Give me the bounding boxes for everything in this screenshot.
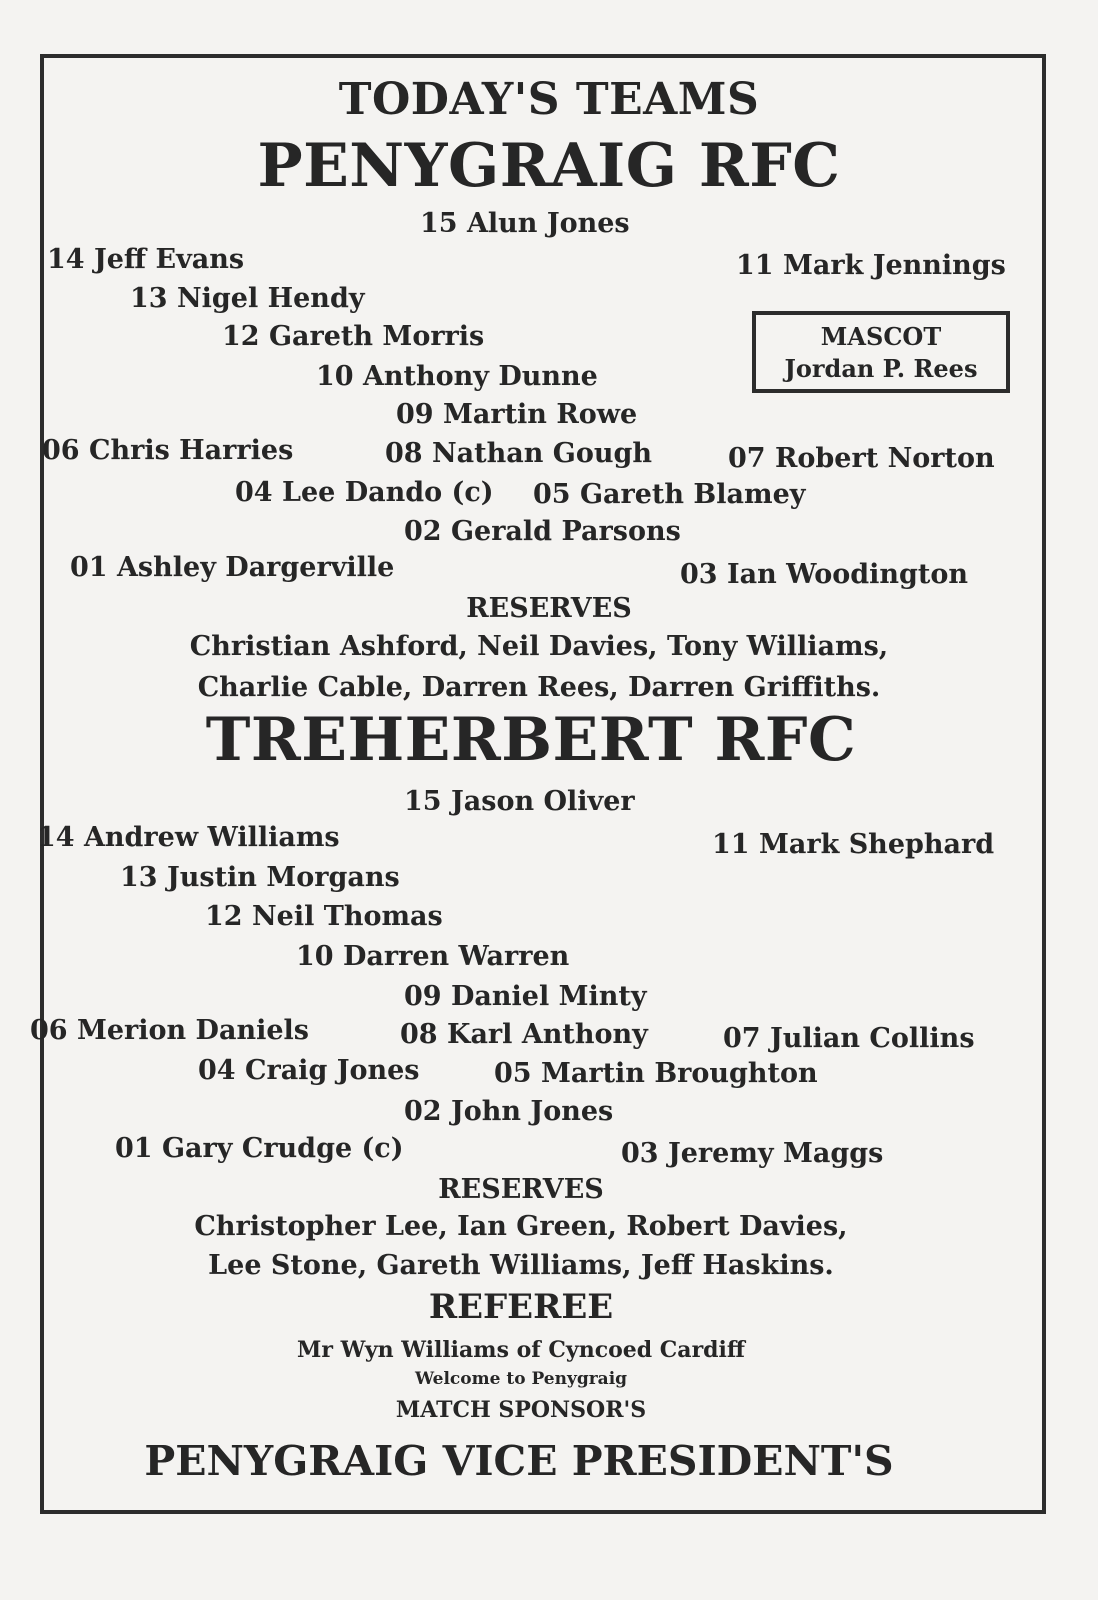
away-player-11: 11 Mark Shephard (712, 829, 995, 860)
away-player-07: 07 Julian Collins (723, 1023, 975, 1054)
away-player-02: 02 John Jones (404, 1096, 614, 1127)
away-player-14: 14 Andrew Williams (37, 822, 340, 853)
home-reserves-line-2: Charlie Cable, Darren Rees, Darren Griffiths. (197, 672, 881, 703)
home-player-09: 09 Martin Rowe (396, 399, 638, 430)
mascot-name: Jordan P. Rees (784, 354, 978, 383)
sponsor-name: PENYGRAIG VICE PRESIDENT'S (144, 1437, 894, 1485)
home-player-04: 04 Lee Dando (c) (235, 477, 494, 508)
away-player-13: 13 Justin Morgans (120, 862, 400, 893)
home-player-13: 13 Nigel Hendy (130, 283, 365, 314)
away-player-12: 12 Neil Thomas (205, 901, 443, 932)
referee-label: REFEREE (428, 1287, 614, 1327)
home-reserves-line-1: Christian Ashford, Neil Davies, Tony Williams, (189, 631, 889, 662)
home-player-03: 03 Ian Woodington (680, 559, 969, 590)
away-player-03: 03 Jeremy Maggs (621, 1138, 884, 1169)
home-player-05: 05 Gareth Blamey (533, 479, 806, 510)
away-player-08: 08 Karl Anthony (400, 1019, 648, 1050)
home-player-07: 07 Robert Norton (728, 443, 995, 474)
home-player-08: 08 Nathan Gough (385, 438, 652, 469)
sponsor-label: MATCH SPONSOR'S (395, 1397, 647, 1423)
page-title: TODAY'S TEAMS (338, 74, 760, 125)
away-player-15: 15 Jason Oliver (404, 786, 635, 817)
away-team-title: TREHERBERT RFC (205, 705, 857, 775)
home-player-12: 12 Gareth Morris (222, 321, 485, 352)
home-player-10: 10 Anthony Dunne (316, 361, 598, 392)
away-reserves-line-1: Christopher Lee, Ian Green, Robert Davies, (194, 1211, 848, 1242)
home-player-14: 14 Jeff Evans (47, 244, 245, 275)
referee-name: Mr Wyn Williams of Cyncoed Cardiff (297, 1337, 745, 1363)
away-player-05: 05 Martin Broughton (494, 1058, 818, 1089)
away-reserves-line-2: Lee Stone, Gareth Williams, Jeff Haskins. (208, 1250, 834, 1281)
home-reserves-label: RESERVES (466, 593, 632, 624)
home-player-11: 11 Mark Jennings (736, 250, 1006, 281)
home-player-02: 02 Gerald Parsons (404, 516, 681, 547)
away-player-09: 09 Daniel Minty (404, 981, 647, 1012)
away-reserves-label: RESERVES (438, 1174, 604, 1205)
home-team-title: PENYGRAIG RFC (257, 131, 841, 201)
away-player-01: 01 Gary Crudge (c) (115, 1133, 404, 1164)
mascot-label: MASCOT (820, 322, 942, 351)
away-player-10: 10 Darren Warren (296, 941, 570, 972)
home-player-15: 15 Alun Jones (420, 208, 630, 239)
welcome-text: Welcome to Penygraig (414, 1369, 628, 1389)
mascot-box (752, 311, 1010, 393)
away-player-04: 04 Craig Jones (198, 1055, 420, 1086)
away-player-06: 06 Merion Daniels (30, 1015, 309, 1046)
home-player-06: 06 Chris Harries (42, 435, 294, 466)
home-player-01: 01 Ashley Dargerville (70, 552, 395, 583)
